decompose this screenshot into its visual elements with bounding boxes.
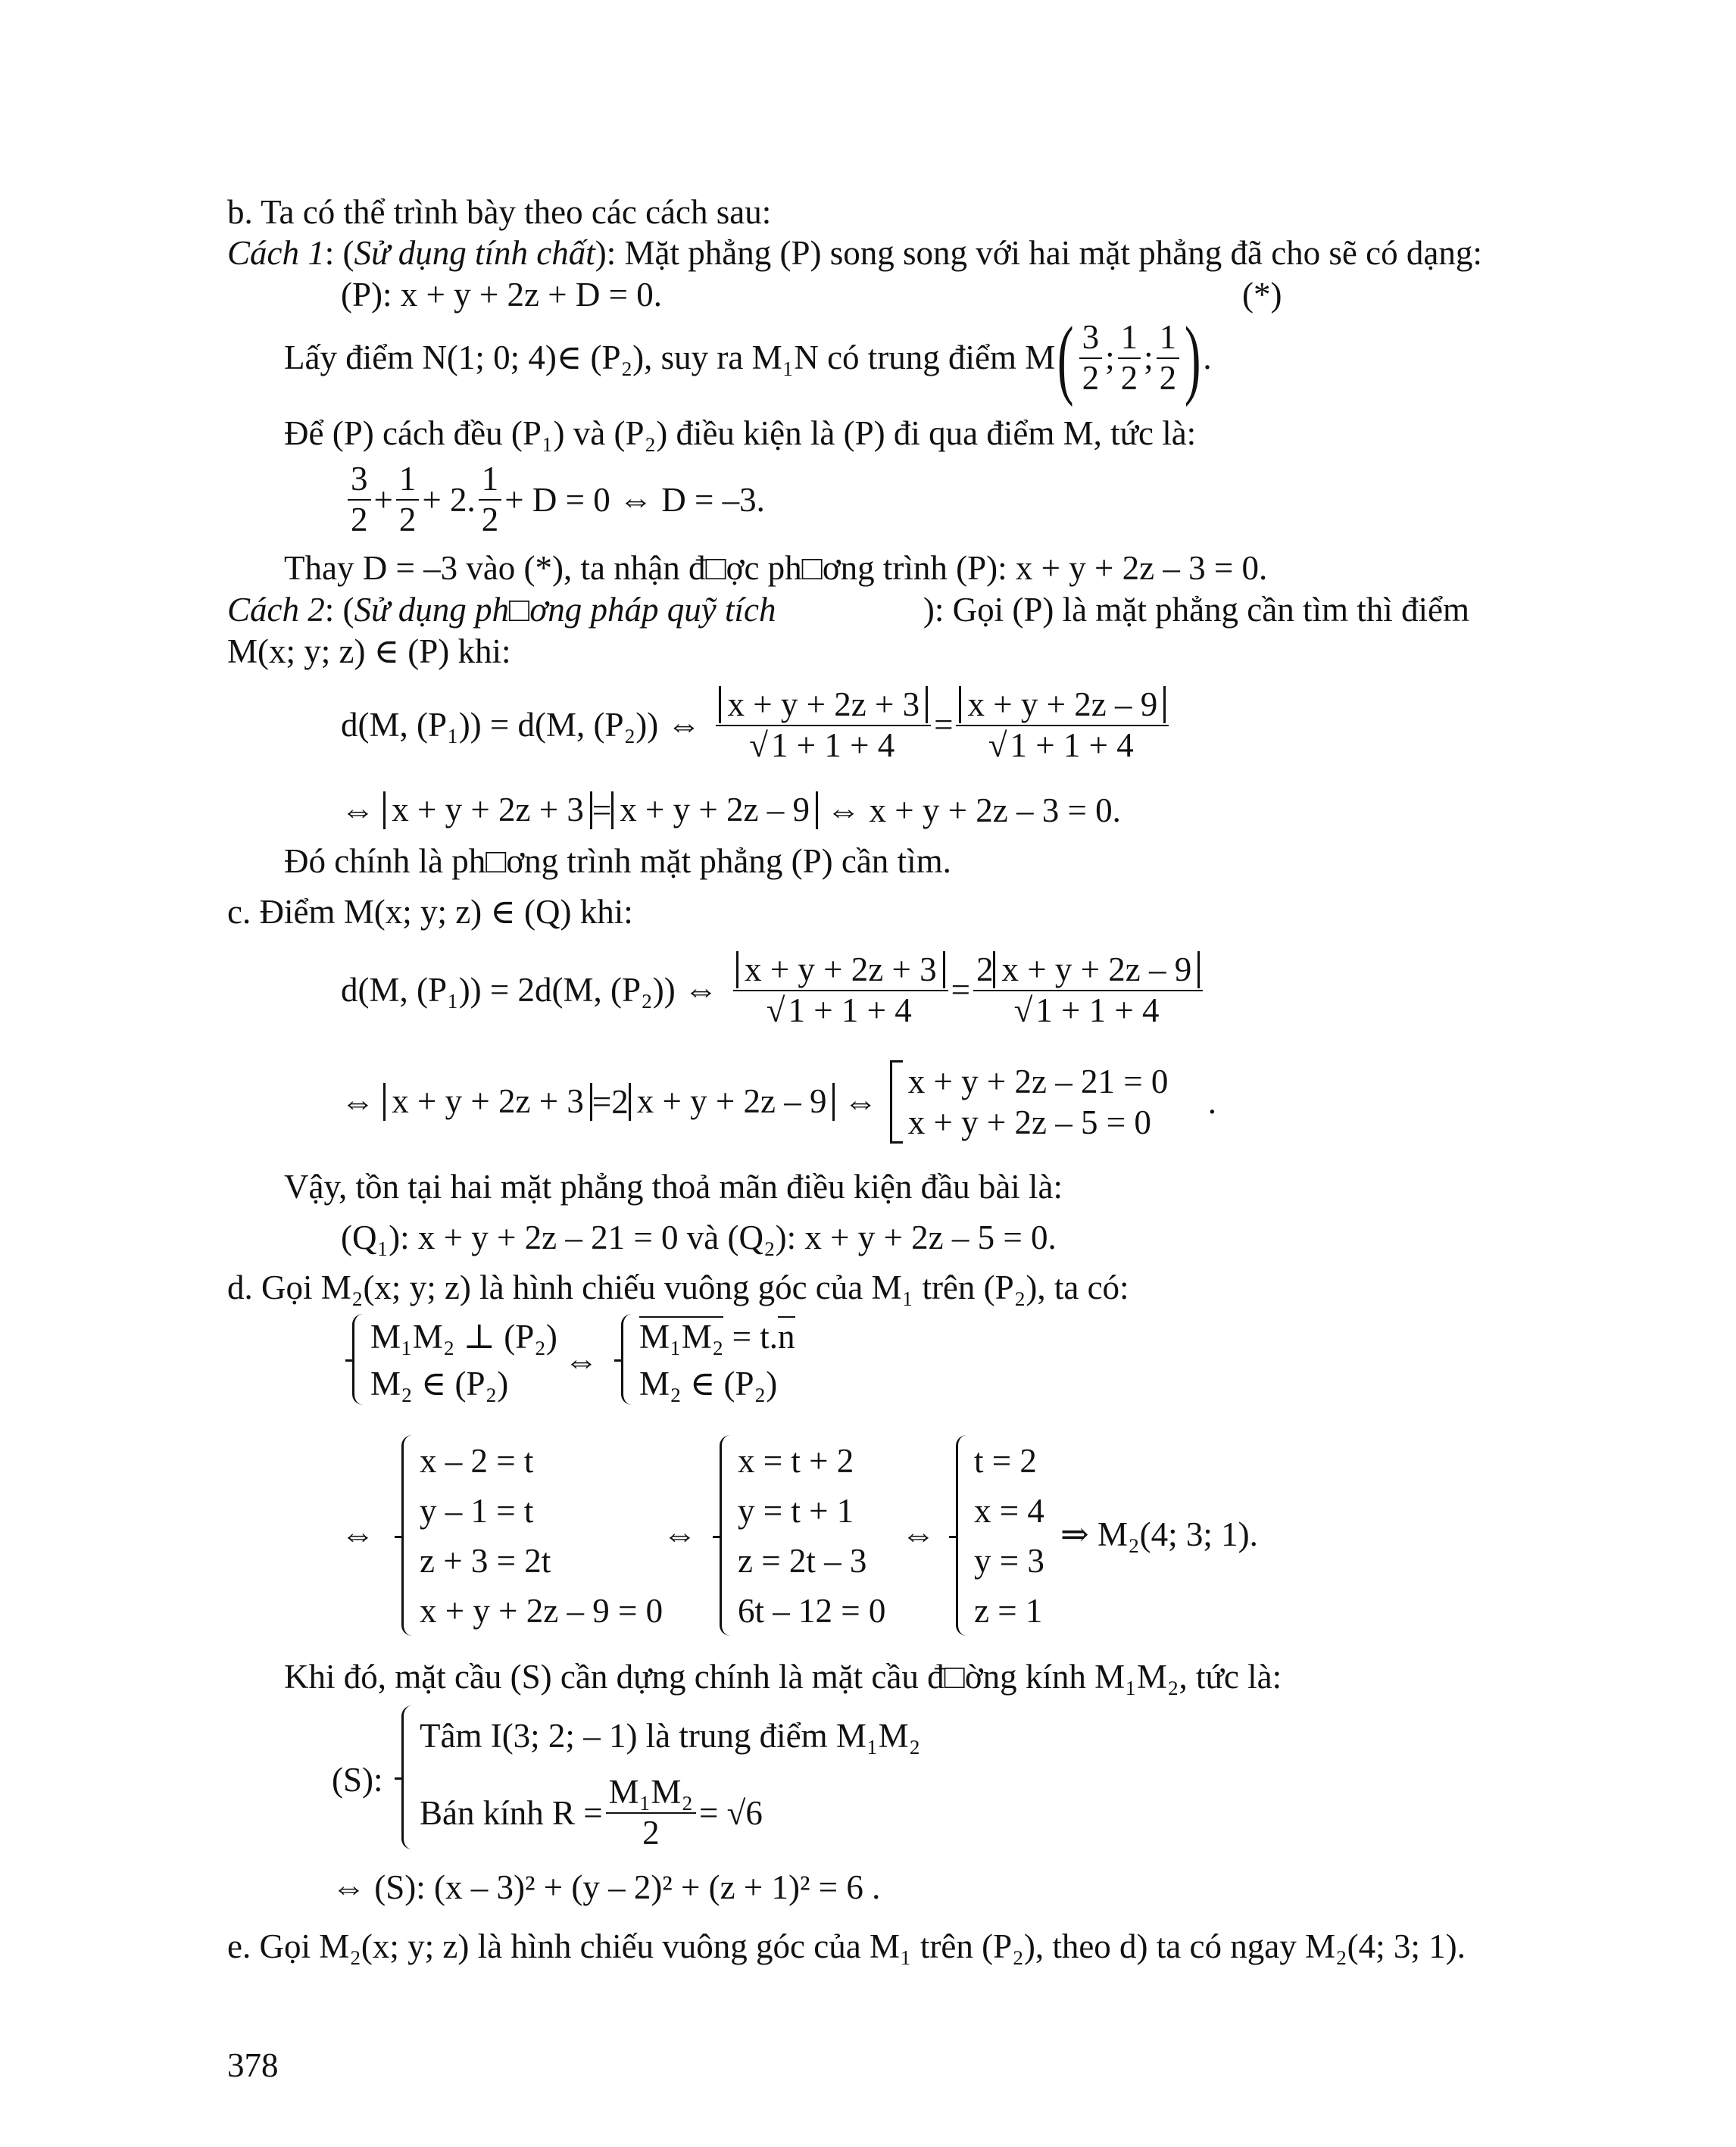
period: . <box>1207 1082 1216 1121</box>
system-vector-row-1: M₁M₂ = t.n <box>639 1318 795 1356</box>
plane-result: ⇔ x + y + 2z – 3 = 0. <box>826 791 1121 829</box>
method-2-label: Cách 2 <box>227 591 325 629</box>
distance-equation-c <box>341 939 1206 1041</box>
system-vector <box>621 1314 848 1405</box>
system-row: y = 3 <box>974 1542 1044 1580</box>
planes-q: (Q₁): x + y + 2z – 21 = 0 và (Q₂): x + y + 2z – 5 = 0. <box>341 1219 1057 1256</box>
abs-equation-c <box>341 1060 1216 1144</box>
equiv-icon: ⇔ <box>341 1082 375 1121</box>
method-1-rest: ): Mặt phẳng (P) song song với hai mặt phẳng đã cho sẽ có dạng: <box>595 234 1482 272</box>
distance-lhs: d(M, (P₁)) = d(M, (P₂)) ⇔ <box>341 706 701 744</box>
distance-fraction-1: $\frac{x + y + 2z + 3}{√1 + 1 + 4}$ <box>716 685 931 766</box>
bracket-system <box>890 1060 1208 1144</box>
method-1-line: Cách 1: (Sử dụng tính chất): Mặt phẳng (P) song song với hai mặt phẳng đã cho sẽ có dạng: <box>227 234 1482 272</box>
method-2-line: Cách 2: (Sử dụng ph□ơng pháp quỹ tích ): Gọi (P) là mặt phẳng cần tìm thì điểm <box>227 591 1469 629</box>
fraction-1-2: $\frac{1}{2}$ <box>396 460 420 540</box>
equiv-icon: ⇔ <box>564 1342 598 1380</box>
condition-line: Để (P) cách đều (P₁) và (P₂) điều kiện là (P) đi qua điểm M, tức là: <box>284 414 1197 452</box>
conclusion-c: Vậy, tồn tại hai mặt phẳng thoả mãn điều kiện đầu bài là: <box>284 1168 1063 1206</box>
page-number: 378 <box>227 2046 279 2084</box>
fraction-1-2a: $\frac{1}{2}$ <box>1118 318 1141 398</box>
system-row: 6t – 12 = 0 <box>738 1592 886 1630</box>
system-perp <box>352 1314 579 1405</box>
system-vector-row-2: M₂ ∈ (P₂) <box>639 1365 778 1403</box>
part-d-intro: d. Gọi M₂(x; y; z) là hình chiếu vuông góc của M₁ trên (P₂), ta có: <box>227 1269 1129 1306</box>
part-c-intro: c. Điểm M(x; y; z) ∈ (Q) khi: <box>227 893 633 931</box>
system-a <box>401 1435 689 1636</box>
distance-equation <box>341 674 1172 776</box>
method-1-name: Sử dụng tính chất <box>354 234 595 272</box>
sphere-radius: Bán kính R = $\frac{\text{M₁M₂}}{2}$ = √6 <box>420 1773 763 1852</box>
system-row: x = t + 2 <box>738 1442 854 1480</box>
left-paren-icon: ( <box>1057 307 1074 407</box>
conclusion-line: Đó chính là ph□ơng trình mặt phẳng (P) cần tìm. <box>284 842 951 880</box>
d-result: + D = 0 ⇔ D = –3. <box>504 480 765 519</box>
plus-two-dot: + 2. <box>422 480 476 519</box>
sphere-center: Tâm I(3; 2; – 1) là trung điểm M₁M₂ <box>420 1717 921 1755</box>
plus-sign: + <box>373 480 393 519</box>
plane-p-equation: (P): x + y + 2z + D = 0. <box>341 276 662 314</box>
equation-star-tag: (*) <box>1242 276 1282 314</box>
equals-sign: = <box>934 706 954 744</box>
system-row: x = 4 <box>974 1492 1044 1530</box>
method-2-rest: ): Gọi (P) là mặt phẳng cần tìm thì điểm <box>923 591 1469 629</box>
abs-expr-1: x + y + 2z + 3 <box>383 1083 592 1121</box>
coefficient-2: 2 <box>611 1082 629 1121</box>
distance-fraction-c2: $\frac{2 x + y + 2z - 9}{√1 + 1 + 4}$ <box>973 950 1203 1031</box>
equiv-icon: ⇔ <box>341 791 375 829</box>
midpoint-text: Lấy điểm N(1; 0; 4)∈ (P₂), suy ra M₁N có trung điểm M <box>284 339 1056 376</box>
system-eq-2: x + y + 2z – 5 = 0 <box>907 1103 1151 1141</box>
system-row: z = 1 <box>974 1592 1043 1630</box>
part-b-intro: b. Ta có thể trình bày theo các cách sau: <box>227 193 772 231</box>
system-perp-row-2: M₂ ∈ (P₂) <box>370 1365 509 1403</box>
fraction-3-2: $\frac{3}{2}$ <box>348 460 371 540</box>
method-2-condition: M(x; y; z) ∈ (P) khi: <box>227 632 511 670</box>
right-paren-icon: ) <box>1184 307 1201 407</box>
semicolon: ; <box>1105 339 1115 376</box>
sphere-equation: ⇔ (S): (x – 3)² + (y – 2)² + (z + 1)² = 6 . <box>332 1868 881 1906</box>
fraction-3-2: $\frac{3}{2}$ <box>1079 318 1103 398</box>
method-2-name: Sử dụng ph□ơng pháp quỹ tích <box>354 591 776 629</box>
sphere-label: (S): <box>332 1761 383 1799</box>
sphere-intro: Khi đó, mặt cầu (S) cần dựng chính là mặt cầu đ□ờng kính M₁M₂, tức là: <box>284 1658 1282 1696</box>
system-row: t = 2 <box>974 1442 1037 1480</box>
system-row: x + y + 2z – 9 = 0 <box>420 1592 663 1630</box>
method-1-label: Cách 1 <box>227 234 325 272</box>
abs-expr-2: x + y + 2z – 9 <box>611 791 818 829</box>
fraction-1-2: $\frac{1}{2}$ <box>479 460 502 540</box>
distance-fraction-c1: $\frac{x + y + 2z + 3}{√1 + 1 + 4}$ <box>733 950 948 1031</box>
system-b <box>720 1435 901 1636</box>
system-row: z + 3 = 2t <box>420 1542 551 1580</box>
sphere-system <box>401 1705 1007 1852</box>
equiv-icon: ⇔ <box>341 1515 375 1553</box>
system-eq-1: x + y + 2z – 21 = 0 <box>907 1063 1169 1100</box>
abs-expr-2: x + y + 2z – 9 <box>629 1083 835 1121</box>
system-row: z = 2t – 3 <box>738 1542 867 1580</box>
abs-equation <box>341 788 1121 833</box>
equiv-icon: ⇔ <box>901 1515 935 1553</box>
distance-lhs-c: d(M, (P₁)) = 2d(M, (P₂)) ⇔ <box>341 971 718 1009</box>
equiv-icon: ⇔ <box>843 1082 878 1121</box>
part-e: e. Gọi M₂(x; y; z) là hình chiếu vuông góc của M₁ trên (P₂), theo d) ta có ngay M₂(4; 3; 1). <box>227 1927 1466 1965</box>
period: . <box>1203 339 1212 376</box>
system-perp-row-1: M₁M₂ ⊥ (P₂) <box>370 1318 557 1356</box>
projection-result: ⇒ M₂(4; 3; 1). <box>1060 1515 1258 1553</box>
distance-fraction-2: $\frac{x + y + 2z - 9}{√1 + 1 + 4}$ <box>956 685 1169 766</box>
system-c <box>956 1435 1062 1636</box>
midpoint-line <box>284 307 1212 407</box>
system-row: y – 1 = t <box>420 1492 534 1530</box>
equals-sign: = <box>592 1082 612 1121</box>
system-row: y = t + 1 <box>738 1492 854 1530</box>
equiv-icon: ⇔ <box>663 1515 697 1553</box>
semicolon: ; <box>1144 339 1154 376</box>
system-row: x – 2 = t <box>420 1442 534 1480</box>
equals-sign: = <box>951 971 970 1009</box>
substitution-line: Thay D = –3 vào (*), ta nhận đ□ợc ph□ơng trình (P): x + y + 2z – 3 = 0. <box>284 549 1268 587</box>
d-computation <box>345 458 765 541</box>
equals-sign: = <box>592 791 612 829</box>
abs-expr-1: x + y + 2z + 3 <box>383 791 592 829</box>
fraction-1-2b: $\frac{1}{2}$ <box>1157 318 1180 398</box>
